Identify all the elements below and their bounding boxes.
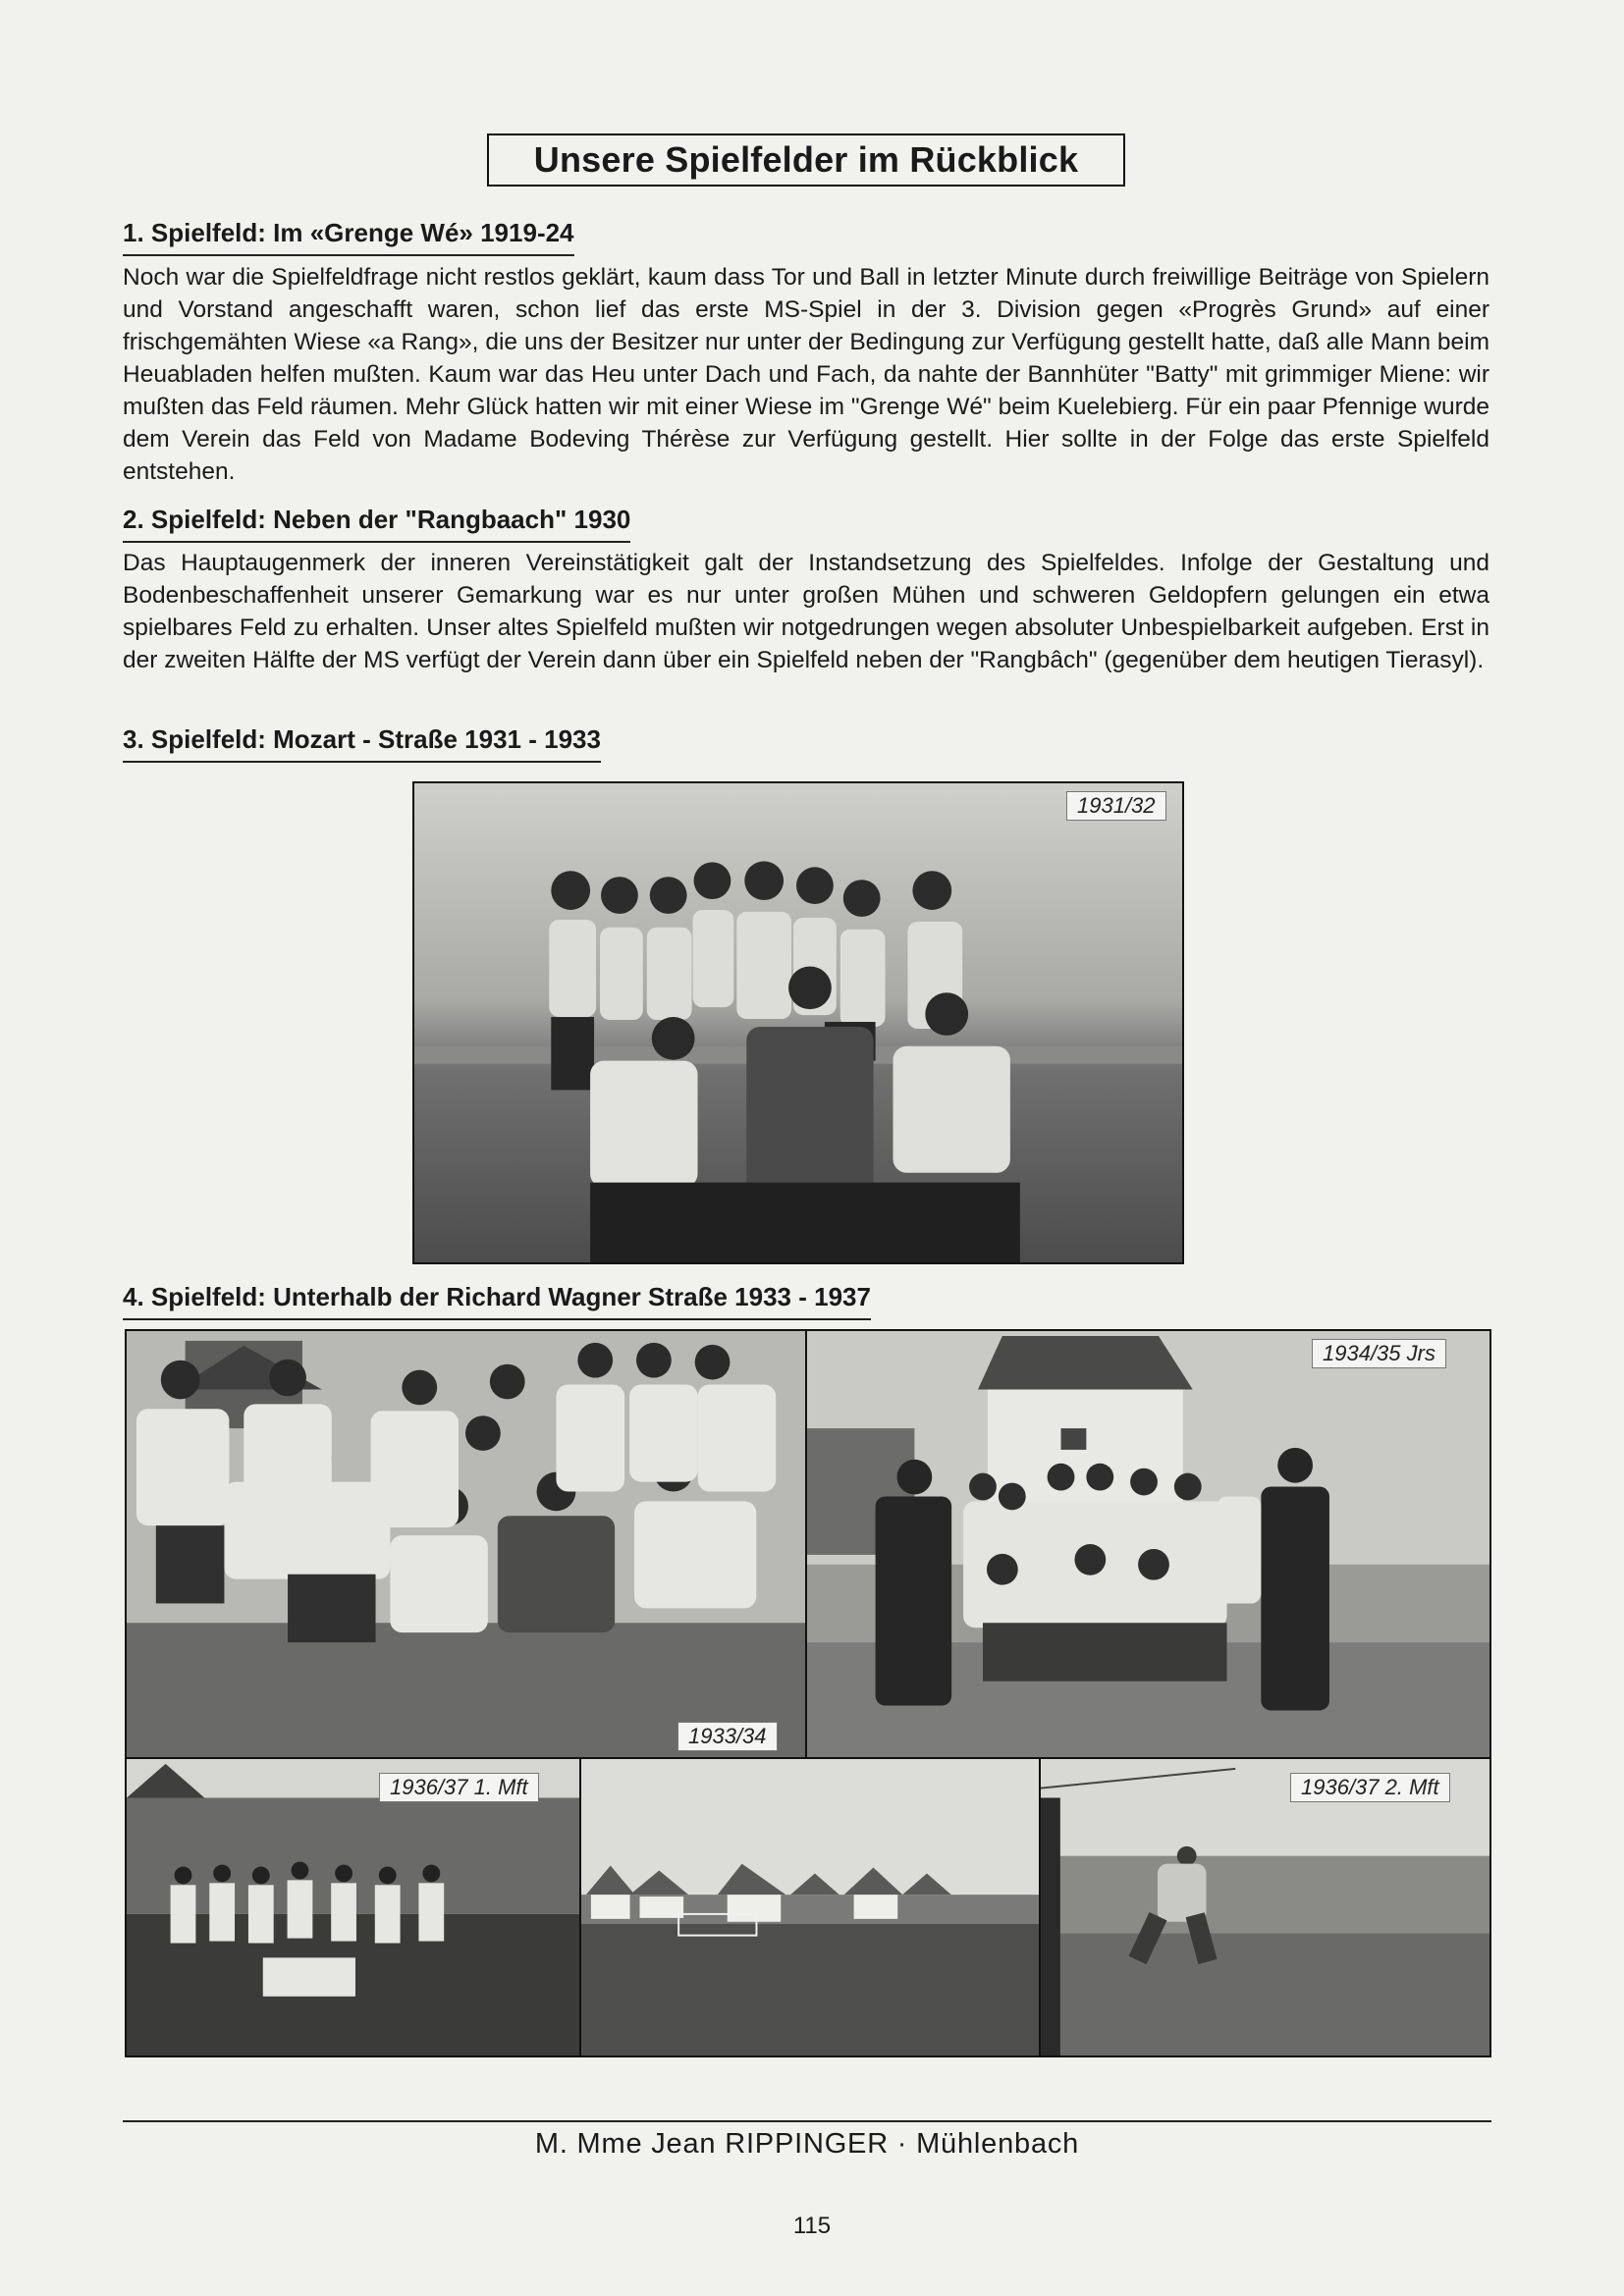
section-2-text: Das Hauptaugenmerk der inneren Vereinstätigkeit galt der Instandsetzung des Spielfeldes. Infolge der Gestaltung und Bodenbeschaffenheit unserer Gemarkung war es nur unter großen Mühen und schweren Geldopfern gelungen ein etwa spielbares Feld zu erhalten. Unser altes Spielfeld mußten wir notgedrungen wegen absoluter Unbespielbarkeit aufgeben. Erst in der zweiten Hälfte der MS verfügt der Verein dann über ein Spielfeld neben der "Rangbâch" (gegenüber dem heutigen Tierasyl). — [123, 550, 1489, 673]
photo-caption: 1933/34 — [677, 1722, 778, 1751]
footer-credit: M. Mme Jean RIPPINGER · Mühlenbach — [534, 2128, 1080, 2160]
photo-caption: 1936/37 1. Mft — [379, 1773, 539, 1802]
section-1-text: Noch war die Spielfeldfrage nicht restlos geklärt, kaum dass Tor und Ball in letzter Minute durch freiwillige Beiträge von Spielern und Vorstand angeschafft waren, schon lief das erste MS-Spiel in der 3. Division gegen «Progrès Grund» auf einer frischgemähten Wiese «a Rang», die uns der Besitzer nur unter der Bedingung zur Verfügung gestellt hatte, daß alle Mann beim Heuabladen helfen mußten. Kaum war das Heu unter Dach und Fach, da nahte der Bannhüter "Batty" mit grimmiger Miene: wir mußten das Feld räumen. Mehr Glück hatten wir mit einer Wiese im "Grenge Wé" beim Kuelebierg. Für ein paar Pfennige wurde dem Verein das Feld von Madame Bodeving Thérèse zur Verfügung gestellt. Hier sollte in der Folge das erste Spielfeld entstehen. — [123, 264, 1489, 485]
photo-caption: 1936/37 2. Mft — [1290, 1773, 1450, 1802]
team-photo-1933 — [125, 1329, 807, 1759]
page-title: Unsere Spielfelder im Rückblick — [487, 133, 1125, 187]
photo-caption: 1931/32 — [1066, 791, 1166, 821]
section-4-heading: 4. Spielfeld: Unterhalb der Richard Wagner Straße 1933 - 1937 — [123, 1282, 871, 1320]
team-photo-1931 — [412, 781, 1184, 1264]
section-2-heading: 2. Spielfeld: Neben der "Rangbaach" 1930 — [123, 505, 630, 543]
footer-divider — [123, 2120, 1491, 2122]
section-3-heading: 3. Spielfeld: Mozart - Straße 1931 - 1933 — [123, 724, 601, 763]
section-1-heading: 1. Spielfeld: Im «Grenge Wé» 1919-24 — [123, 218, 574, 256]
photo-caption: 1934/35 Jrs — [1312, 1339, 1446, 1368]
page-number: 115 — [792, 2213, 832, 2239]
field-view-photo — [579, 1757, 1041, 2057]
team-photo-1934-juniors — [805, 1329, 1491, 1759]
